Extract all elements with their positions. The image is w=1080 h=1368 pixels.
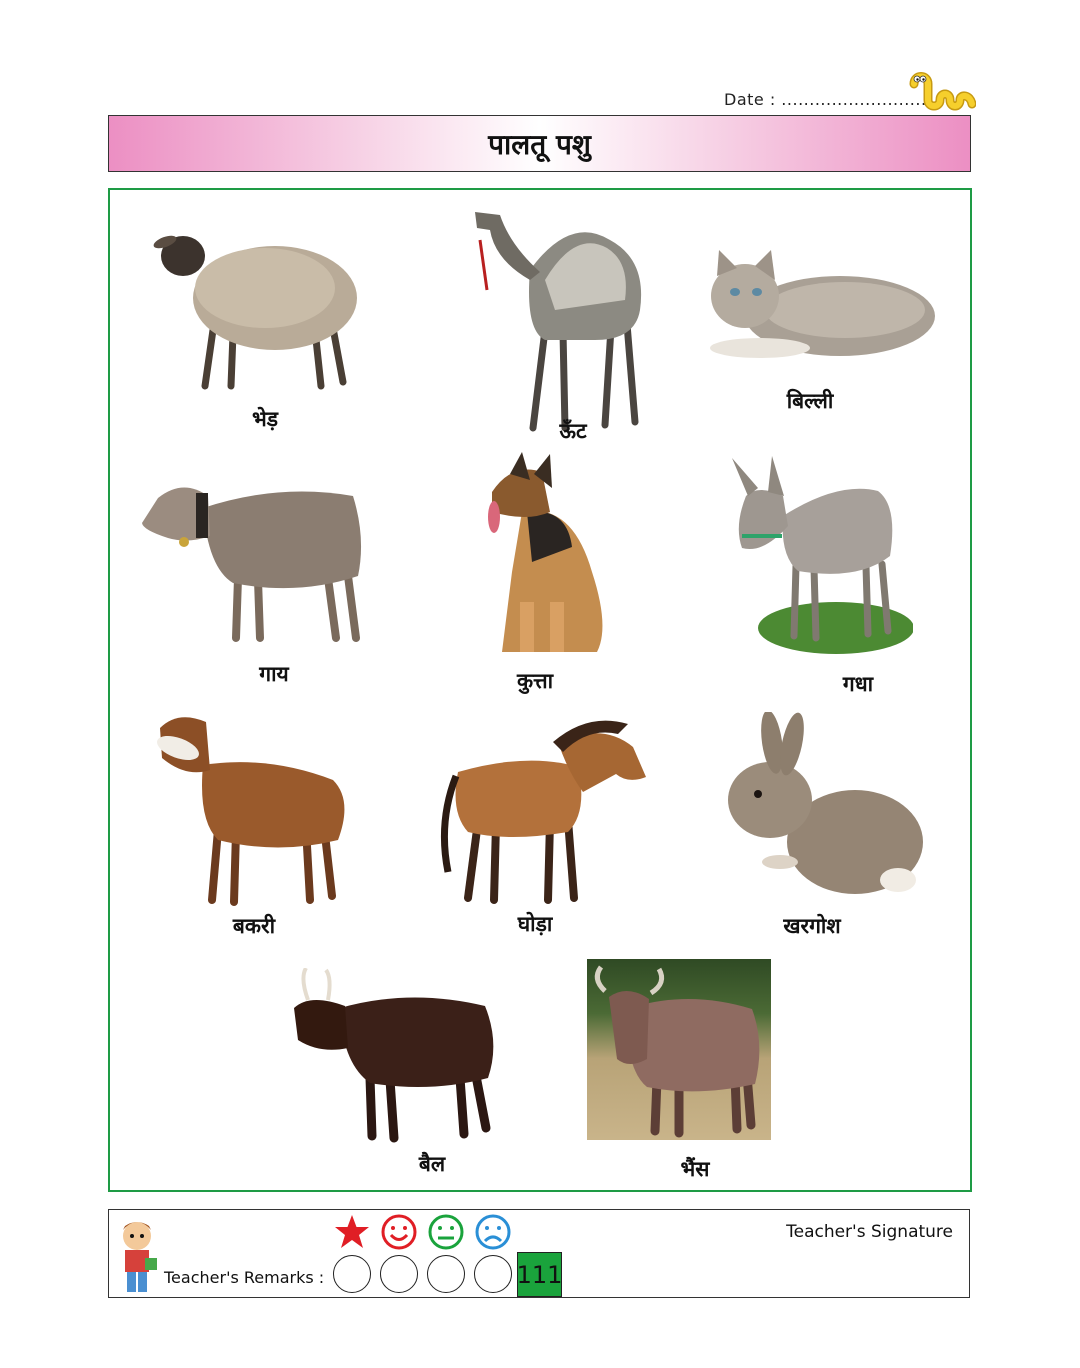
page-title: पालतू पशु: [488, 127, 591, 161]
label-cat: बिल्ली: [786, 389, 834, 413]
rabbit-image: [720, 712, 925, 900]
teachers-signature-label: Teacher's Signature: [786, 1222, 953, 1242]
label-buffalo: भैंस: [680, 1157, 710, 1181]
label-goat: बकरी: [232, 914, 276, 938]
remark-circle-star[interactable]: [333, 1255, 371, 1293]
label-horse: घोड़ा: [517, 912, 553, 936]
sheep-image: [145, 218, 360, 393]
cow-image: [138, 468, 366, 643]
happy-face-icon: [380, 1213, 418, 1251]
label-camel: ऊँट: [559, 419, 587, 443]
camel-image: [435, 200, 650, 435]
label-cow: गाय: [259, 662, 289, 686]
sad-face-icon: [474, 1213, 512, 1251]
label-sheep: भेड़: [252, 407, 278, 431]
dog-image: [472, 452, 614, 657]
horse-image: [438, 712, 648, 904]
donkey-image: [728, 456, 913, 656]
date-line: Date : .............................: [724, 90, 944, 109]
star-icon: [333, 1213, 371, 1251]
page-number: 111: [517, 1252, 562, 1297]
label-bull: बैल: [418, 1152, 446, 1176]
label-dog: कुत्ता: [516, 669, 554, 693]
title-bar: [108, 115, 971, 172]
neutral-face-icon: [427, 1213, 465, 1251]
remark-circle-neutral[interactable]: [427, 1255, 465, 1293]
bull-image: [290, 968, 508, 1143]
label-donkey: गधा: [842, 672, 874, 696]
buffalo-image: [587, 959, 771, 1140]
teachers-remarks-label: Teacher's Remarks :: [164, 1268, 325, 1287]
boy-mascot-icon: [113, 1214, 161, 1296]
label-rabbit: खरगोश: [783, 914, 841, 938]
goat-image: [148, 710, 358, 908]
cat-image: [705, 248, 935, 363]
footer-remarks-box: [108, 1209, 970, 1298]
worm-mascot-icon: [906, 70, 976, 112]
remark-circle-happy[interactable]: [380, 1255, 418, 1293]
remark-circle-sad[interactable]: [474, 1255, 512, 1293]
